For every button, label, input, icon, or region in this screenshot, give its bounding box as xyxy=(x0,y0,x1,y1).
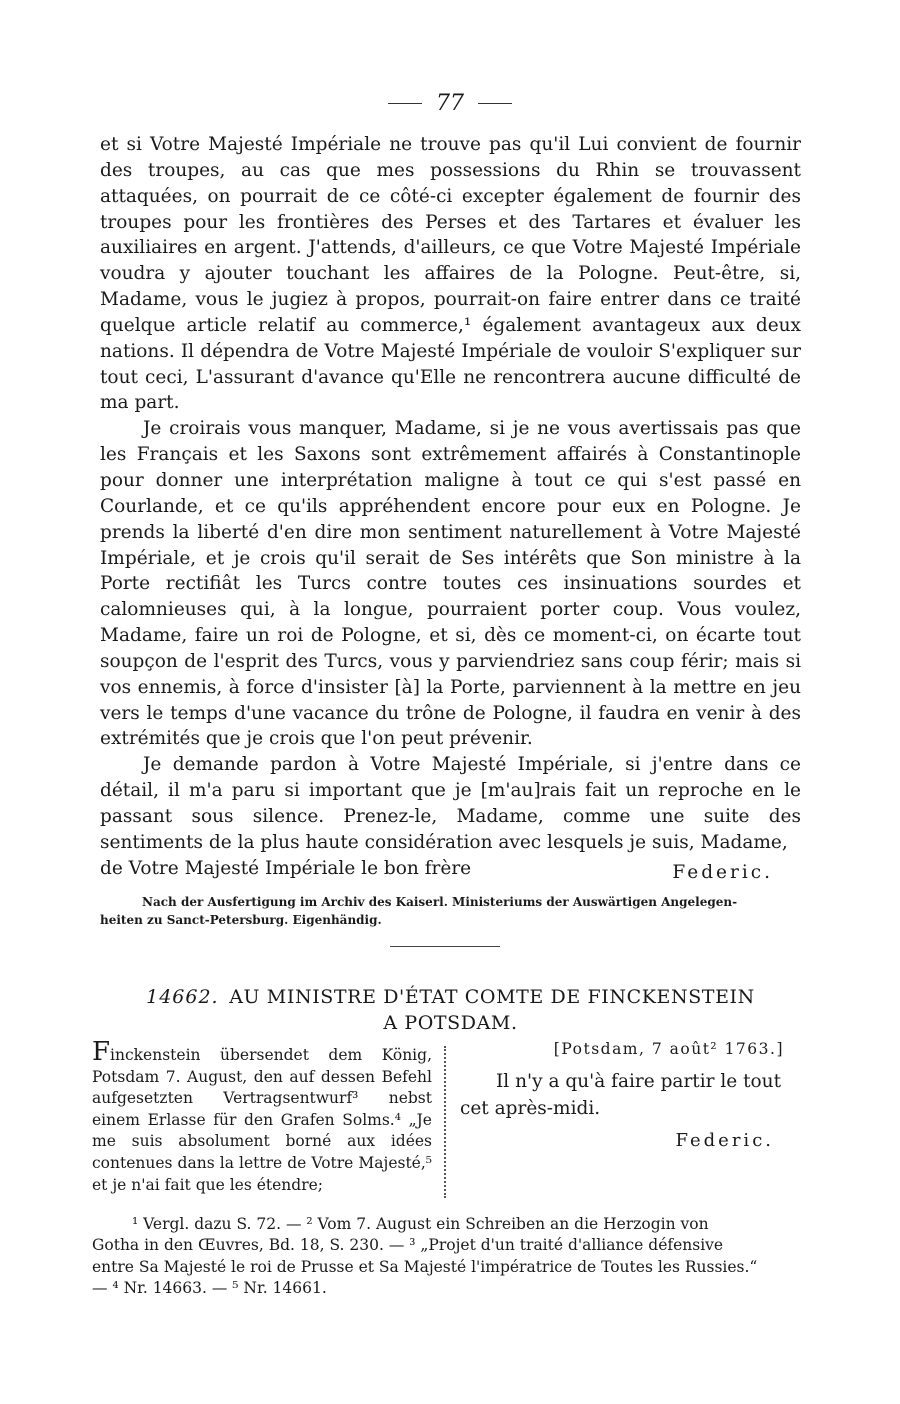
footnote-line-4: — ⁴ Nr. 14663. — ⁵ Nr. 14661. xyxy=(92,1279,327,1298)
king-reply-column xyxy=(460,1040,800,1151)
column-separator xyxy=(444,1046,446,1198)
source-note-line-2: heiten zu Sanct-Petersburg. Eigenhändig. xyxy=(100,913,382,927)
footnote-line-3: entre Sa Majesté le roi de Prusse et Sa Majesté l'impératrice de Toutes les Russies.“ xyxy=(92,1257,758,1276)
report-summary-column xyxy=(92,1037,432,1196)
letter-paragraph-1: et si Votre Majesté Impériale ne trouve pas qu'il Lui convient de fournir des troupes, au cas que mes possessions du Rhin se trouvassent attaquées, on pourrait de ce côté-ci excepter également de fournir des troupes pour les frontières des Perses et des Tartares et évaluer les auxiliaires en argent. J'attends, d'ailleurs, ce que Votre Majesté Impériale voudra y ajouter touchant les affaires de la Pologne. Peut-être, si, Madame, vous le jugiez à propos, pourrait-on faire entrer dans ce traité quelque article relatif au commerce,¹ également avantageux aux deux nations. Il dépendra de Votre Majesté Impériale de vouloir S'expliquer sur tout ceci, L'assurant d'avance qu'Elle ne rencontrera aucune difficulté de ma part. xyxy=(100,134,801,414)
reply-text: Il n'y a qu'à faire partir le tout cet après-midi. xyxy=(460,1071,782,1119)
page-header xyxy=(0,88,900,118)
letter-paragraph-2: Je croirais vous manquer, Madame, si je ne vous avertissais pas que les Français et les Saxons sont extrêmement affairés à Constantinople pour donner une interprétation maligne à tout ce qui s'est passé en Courlande, et ce qu'ils appréhendent encore pour eux en Pologne. Je prends la liberté d'en dire mon sentiment naturellement à Votre Majesté Impériale, et je crois qu'il serait de Ses intérêts que Son ministre à la Porte rectifiât les Turcs contre toutes ces insinuations sourdes et calomnieuses qui, à la longue, pourraient porter coup. Vous voulez, Madame, faire un roi de Pologne, et si, dès ce moment-ci, on écarte tout soupçon de l'esprit des Turcs, vous y parviendriez sans coup férir; mais si vos ennemis, à force d'insister [à] la Porte, parviennent à la mettre en jeu vers le temps d'une vacance du trône de Pologne, il faudra en venir à des extrémités que je crois que l'on peut prévenir. xyxy=(100,418,801,750)
header-rule-right xyxy=(478,103,512,104)
document-number: 14662. xyxy=(146,986,219,1008)
document-addressee: AU MINISTRE D'ÉTAT COMTE DE FINCKENSTEIN xyxy=(229,986,755,1008)
report-summary-text: Finckenstein übersendet dem König, Potsdam 7. August, den auf dessen Befehl aufgesetzten Vertragsentwurf³ nebst einem Erlasse für den Grafen Solms.⁴ „Je me suis absolument borné aux idées contenues dans la lettre de Votre Majesté,⁵ et je n'ai fait que les étendre; xyxy=(92,1037,432,1194)
header-rule-left xyxy=(388,103,422,104)
reply-signature: Federic. xyxy=(675,1130,774,1151)
reply-dateline: [Potsdam, 7 août² 1763.] xyxy=(553,1040,784,1058)
letter-body xyxy=(100,132,801,885)
page-number: 77 xyxy=(436,90,464,116)
section-divider xyxy=(390,946,500,947)
letter-paragraph-3: Je demande pardon à Votre Majesté Impériale, si j'entre dans ce détail, il m'a paru si important que je [m'au]rais fait un reproche en le passant sous silence. Prenez-le, Madame, comme une suite des sentiments de la plus haute considération avec lesquels je suis, Madame, xyxy=(100,754,801,853)
letter-closing-line xyxy=(100,856,801,886)
footnote-line-2: Gotha in den Œuvres, Bd. 18, S. 230. — ³ „Projet d'un traité d'alliance défensive xyxy=(92,1236,724,1255)
footnote-line-1: ¹ Vergl. dazu S. 72. — ² Vom 7. August ein Schreiben an die Herzogin von xyxy=(132,1215,709,1233)
source-note xyxy=(100,893,801,929)
document-title-line-2: A POTSDAM. xyxy=(383,1012,518,1034)
letter-closing: de Votre Majesté Impériale le bon frère xyxy=(100,857,472,879)
footnotes xyxy=(92,1214,793,1300)
letter-signature: Federic. xyxy=(672,861,773,883)
document-title xyxy=(100,984,801,1036)
document-title-line-1 xyxy=(100,984,801,1010)
source-note-line-1: Nach der Ausfertigung im Archiv des Kaiserl. Ministeriums der Auswärtigen Angelegen- xyxy=(142,895,738,909)
